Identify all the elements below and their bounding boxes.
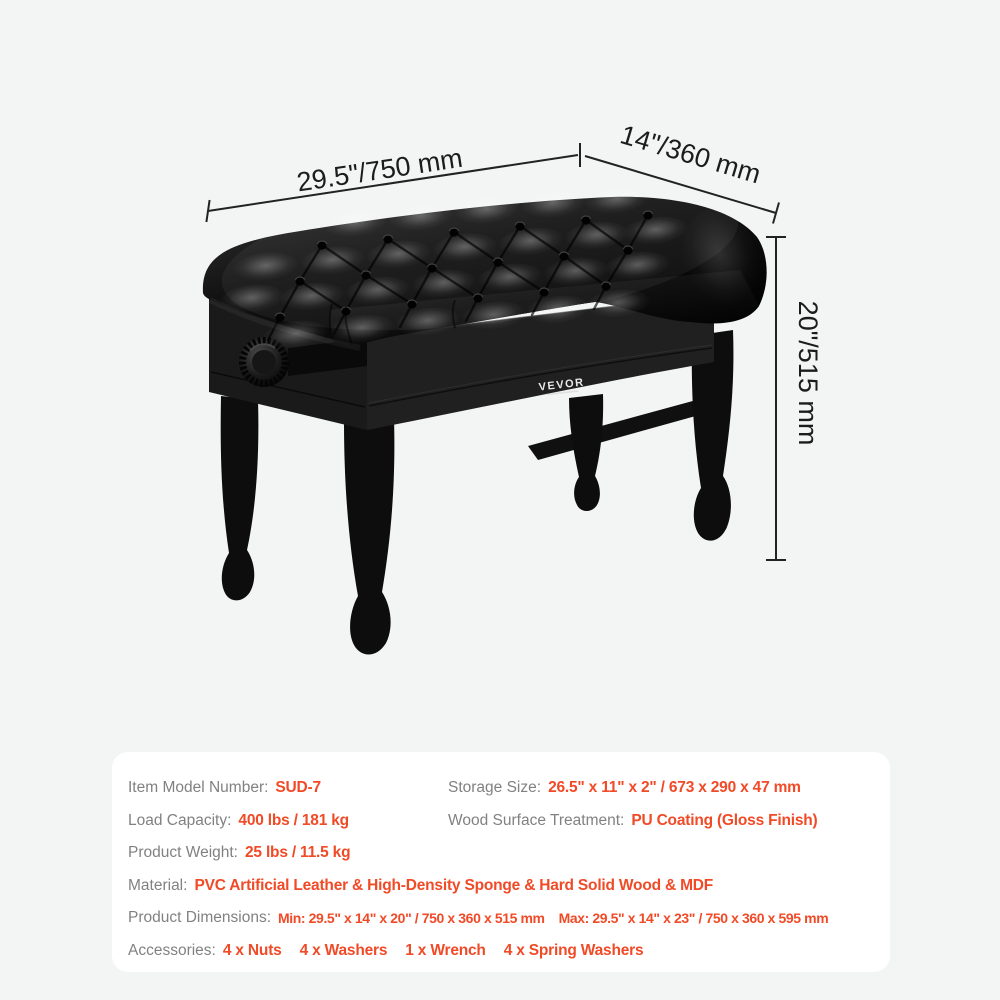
accessories-item-spring-washers: 4 x Spring Washers [503, 941, 644, 959]
accessories-label: Accessories: [128, 941, 216, 959]
item-model-value: SUD-7 [275, 779, 321, 797]
material-label: Material: [128, 876, 188, 894]
product-dimensions-label: Product Dimensions: [128, 909, 272, 927]
spec-row-product-weight [128, 837, 890, 870]
dimension-label-height: 20"/515 mm [793, 300, 823, 446]
load-capacity-label: Load Capacity: [128, 811, 232, 829]
spec-wood-surface [448, 812, 890, 830]
bench-leg-front-left [344, 418, 394, 655]
bench-illustration [203, 149, 775, 655]
wood-surface-label: Wood Surface Treatment: [448, 811, 625, 829]
product-dimensions-max: Max: 29.5" x 14" x 23" / 750 x 360 x 595 mm [558, 910, 829, 927]
bench-leg-rear-left [221, 396, 259, 600]
spec-row-material [128, 870, 890, 903]
spec-card [112, 752, 890, 972]
dimension-label-width: 29.5"/750 mm [294, 142, 465, 198]
dimension-line-height [766, 237, 786, 560]
accessories-item-washers: 4 x Washers [299, 941, 388, 959]
storage-size-value: 26.5" x 11" x 2" / 673 x 290 x 47 mm [548, 779, 801, 797]
bench-leg-rear-right [569, 394, 603, 511]
product-weight-label: Product Weight: [128, 844, 238, 862]
spec-item-model [128, 779, 448, 797]
wood-surface-value: PU Coating (Gloss Finish) [631, 811, 818, 829]
spec-row-product-dimensions [128, 902, 890, 935]
accessories-item-wrench: 1 x Wrench [405, 941, 486, 959]
spec-load-capacity [128, 812, 448, 830]
accessories-item-nuts: 4 x Nuts [222, 941, 282, 959]
bench-back-rail [528, 399, 710, 460]
spec-storage-size [448, 779, 890, 797]
dimension-label-depth: 14"/360 mm [616, 119, 765, 190]
storage-size-label: Storage Size: [448, 779, 542, 797]
item-model-label: Item Model Number: [128, 779, 269, 797]
spec-row-accessories [128, 935, 890, 968]
product-weight-value: 25 lbs / 11.5 kg [245, 844, 351, 862]
brand-logo-text: VEVOR [538, 376, 586, 394]
product-dimensions-min: Min: 29.5" x 14" x 20" / 750 x 360 x 515 mm [278, 910, 545, 927]
material-value: PVC Artificial Leather & High-Density Sponge & Hard Solid Wood & MDF [194, 876, 714, 894]
load-capacity-value: 400 lbs / 181 kg [238, 811, 349, 829]
spec-row-2 [128, 805, 890, 838]
spec-row-1 [128, 772, 890, 805]
